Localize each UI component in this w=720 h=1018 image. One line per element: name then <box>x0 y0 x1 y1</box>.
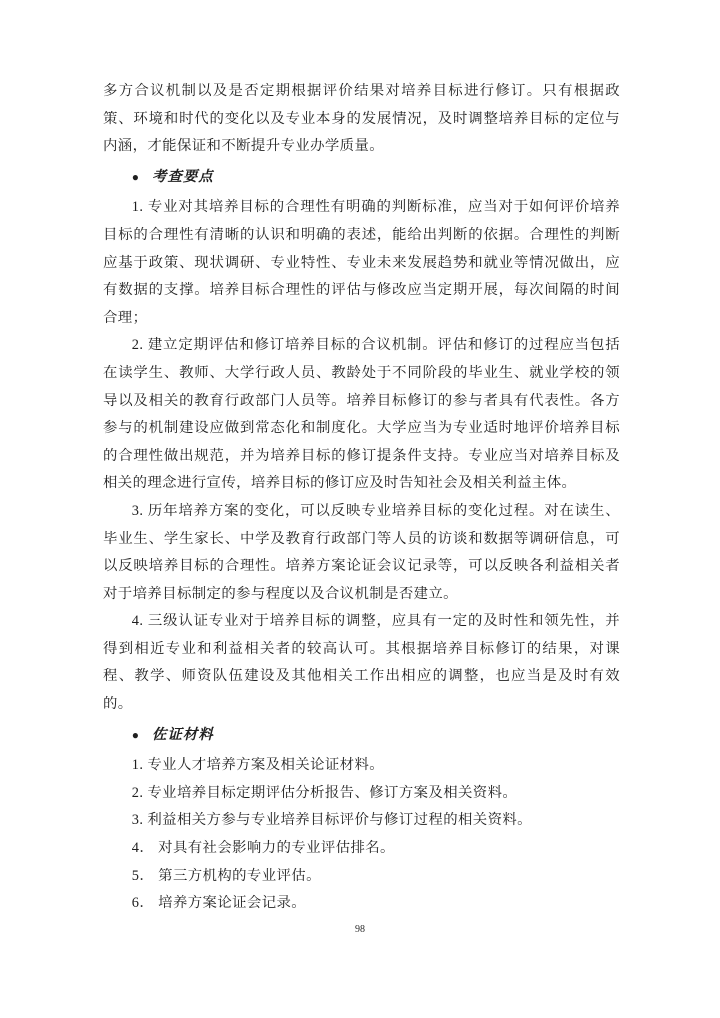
paragraph-continuation: 多方合议机制以及是否定期根据评价结果对培养目标进行修订。只有根据政策、环境和时代的变化以及专业本身的发展情况，及时调整培养目标的定位与内涵，才能保证和不断提升专业办学质量。 <box>103 83 620 155</box>
numbered-paragraph-2: 2. 建立定期评估和修订培养目标的合议机制。评估和修订的过程应当包括在读学生、教师、大学行政人员、教龄处于不同阶段的毕业生、就业学校的领导以及相关的教育行政部门人员等。培养目标修订的参与者具有代表性。各方参与的机制建设应做到常态化和制度化。大学应当为专业适时地评价培养目标的合理性做出规范，并为培养目标的修订提条件支持。专业应当对培养目标及相关的理念进行宣传，培养目标的修订应及时告知社会及相关利益主体。 <box>103 337 620 492</box>
page-body <box>103 78 620 918</box>
list-item-1: 1. 专业人才培养方案及相关论证材料。 <box>131 757 385 774</box>
section-heading-supporting-materials <box>103 722 620 750</box>
numbered-paragraph-4: 4. 三级认证专业对于培养目标的调整，应具有一定的及时性和领先性，并得到相近专业和利益相关者的较高认可。其根据培养目标修订的结果，对课程、教学、师资队伍建设及其他相关工作出相应的调整，也应当是及时有效的。 <box>103 613 620 713</box>
numbered-paragraph-3: 3. 历年培养方案的变化，可以反映专业培养目标的变化过程。对在读生、毕业生、学生家长、中学及教育行政部门等人员的访谈和数据等调研信息，可以反映培养目标的合理性。培养方案论证会议记录等，可以反映各利益相关者对于培养目标制定的参与程度以及合议机制是否建立。 <box>103 502 620 602</box>
page-number: 98 <box>355 924 365 935</box>
list-item-5: 5． 第三方机构的专业评估。 <box>131 867 321 884</box>
bullet-icon: ● <box>131 169 140 184</box>
section-heading-text: 佐证材料 <box>152 726 214 743</box>
bullet-icon: ● <box>131 727 140 742</box>
list-item-3: 3. 利益相关方参与专业培养目标评价与修订过程的相关资料。 <box>131 812 532 829</box>
list-item-4: 4． 对具有社会影响力的专业评估排名。 <box>131 840 395 857</box>
section-heading-review-points <box>103 164 620 192</box>
section-heading-text: 考查要点 <box>152 168 214 185</box>
numbered-paragraph-1: 1. 专业对其培养目标的合理性有明确的判断标准，应当对于如何评价培养目标的合理性有清晰的认识和明确的表述，能给出判断的依据。合理性的判断应基于政策、现状调研、专业特性、专业未来发展趋势和就业等情况做出，应有数据的支撑。培养目标合理性的评估与修改应当定期开展，每次间隔的时间合理； <box>103 199 620 326</box>
list-item-2: 2. 专业培养目标定期评估分析报告、修订方案及相关资料。 <box>131 784 518 801</box>
list-item-6: 6． 培养方案论证会记录。 <box>131 895 307 912</box>
